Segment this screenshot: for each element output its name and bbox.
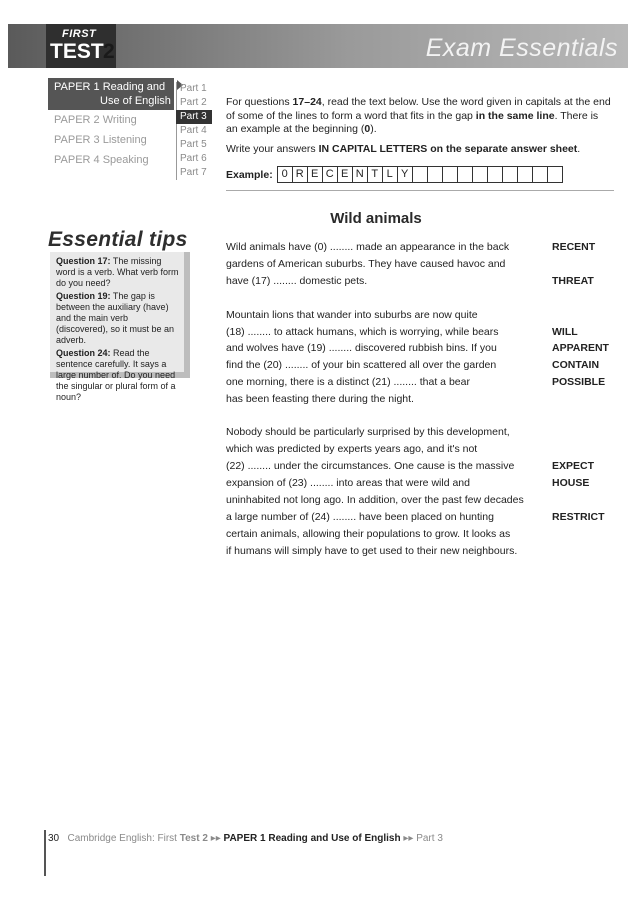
text-line: Nobody should be particularly surprised by this development, xyxy=(226,426,510,438)
example-row xyxy=(226,166,563,183)
example-letter-box: Y xyxy=(398,167,413,182)
nav-paper-1[interactable] xyxy=(48,78,174,110)
keyword: CONTAIN xyxy=(552,359,600,371)
double-arrow-icon: ▸▸ xyxy=(403,833,414,844)
nav-part-6[interactable]: Part 6 xyxy=(176,152,212,166)
example-letter-box xyxy=(473,167,488,182)
tips-box xyxy=(50,252,190,402)
tip-label: Question 19: xyxy=(56,291,111,301)
tip-17 xyxy=(56,256,180,289)
nav-part-3[interactable]: Part 3 xyxy=(176,110,212,124)
exam-essentials-title: Exam Essentials xyxy=(425,34,618,62)
example-letter-box: C xyxy=(323,167,338,182)
tip-label: Question 24: xyxy=(56,348,111,358)
instr-text: ). xyxy=(370,123,377,135)
page-number: 30 xyxy=(48,833,60,844)
text-line: certain animals, allowing their populations to grow. It looks as xyxy=(226,528,511,540)
nav-paper-1-label: PAPER 1 Reading and xyxy=(54,81,166,93)
instructions-p1 xyxy=(226,96,612,137)
text-line: a large number of (24) ........ have been placed on hunting xyxy=(226,511,494,523)
footer-book: Cambridge English: First xyxy=(67,833,177,844)
nav-part-5[interactable]: Part 5 xyxy=(176,138,212,152)
instr-text: For questions xyxy=(226,96,293,108)
keyword: EXPECT xyxy=(552,460,595,472)
keyword: RESTRICT xyxy=(552,511,605,523)
example-letter-box: R xyxy=(293,167,308,182)
text-line: expansion of (23) ........ into areas that were wild and xyxy=(226,477,470,489)
divider xyxy=(226,190,614,191)
nav-paper-1-sublabel: Use of English xyxy=(100,95,171,107)
keyword: HOUSE xyxy=(552,477,590,489)
nav-paper-3[interactable]: PAPER 3 Listening xyxy=(54,134,147,146)
keyword: THREAT xyxy=(552,275,594,287)
example-letter-box xyxy=(458,167,473,182)
tip-text: The missing word is a verb. What verb form do you need? xyxy=(56,256,179,288)
keyword: RECENT xyxy=(552,241,596,253)
instr-zero: 0 xyxy=(364,123,371,135)
text-line: (18) ........ to attack humans, which is worrying, while bears xyxy=(226,326,499,338)
keyword: APPARENT xyxy=(552,342,609,354)
example-letter-box xyxy=(518,167,533,182)
keyword: WILL xyxy=(552,326,578,338)
tips-title: Essential tips xyxy=(48,228,188,251)
example-letter-box xyxy=(413,167,428,182)
footer-part: Part 3 xyxy=(416,833,443,844)
instr-text: , read the text below. Use the word given in capitals at the end of some of the lines to form a word that fits in the gap xyxy=(226,96,611,122)
text-line: find the (20) ........ of your bin scattered all over the garden xyxy=(226,359,497,371)
text-line: one morning, there is a distinct (21) ........ that a bear xyxy=(226,376,470,388)
example-boxes xyxy=(277,166,563,183)
nav-part-1[interactable]: Part 1 xyxy=(176,82,212,96)
text-line: uninhabited not long ago. In addition, over the past few decades xyxy=(226,494,524,506)
example-letter-box xyxy=(533,167,548,182)
example-letter-box xyxy=(503,167,518,182)
example-letter-box xyxy=(428,167,443,182)
text-line: Mountain lions that wander into suburbs are now quite xyxy=(226,309,478,321)
test-number: 2 xyxy=(103,40,115,63)
footer-test: Test 2 xyxy=(179,833,208,844)
tip-label: Question 17: xyxy=(56,256,111,266)
nav-part-7[interactable]: Part 7 xyxy=(176,166,212,180)
example-letter-box: L xyxy=(383,167,398,182)
text-line: and wolves have (19) ........ discovered rubbish bins. If you xyxy=(226,342,497,354)
example-letter-box: T xyxy=(368,167,383,182)
tip-24 xyxy=(56,348,180,403)
instr-range: 17–24 xyxy=(292,96,322,108)
test-label: TEST xyxy=(50,40,104,63)
text-line: which was predicted by experts years ago, and it's not xyxy=(226,443,478,455)
example-letter-box: 0 xyxy=(278,167,293,182)
example-letter-box: N xyxy=(353,167,368,182)
keyword: POSSIBLE xyxy=(552,376,606,388)
example-letter-box xyxy=(488,167,503,182)
instr-text: . xyxy=(577,142,581,155)
instr-text: . There is an example at the beginning ( xyxy=(226,109,599,135)
text-line: if humans will simply have to get used to their new neighbours. xyxy=(226,545,518,557)
instructions xyxy=(226,96,612,162)
instr-emphasis: in the same line xyxy=(475,109,555,122)
tip-text: The gap is between the auxiliary (have) and the main verb (discovered), so it must be an adverb. xyxy=(56,291,175,345)
nav-part-2[interactable]: Part 2 xyxy=(176,96,212,110)
nav-paper-4[interactable]: PAPER 4 Speaking xyxy=(54,154,149,166)
example-letter-box xyxy=(548,167,562,182)
text-line: Wild animals have (0) ........ made an appearance in the back xyxy=(226,241,510,253)
example-letter-box xyxy=(443,167,458,182)
text-line: gardens of American suburbs. They have caused havoc and xyxy=(226,258,506,270)
parts-list xyxy=(176,82,212,180)
tip-19 xyxy=(56,291,180,346)
example-label: Example: xyxy=(226,168,273,181)
text-line: have (17) ........ domestic pets. xyxy=(226,275,368,287)
nav-paper-2[interactable]: PAPER 2 Writing xyxy=(54,114,137,126)
footer-bar xyxy=(44,830,46,876)
text-line: has been feasting there during the night. xyxy=(226,393,414,405)
example-letter-box: E xyxy=(338,167,353,182)
text-line: (22) ........ under the circumstances. One cause is the massive xyxy=(226,460,515,472)
first-label: FIRST xyxy=(62,28,97,40)
nav-part-4[interactable]: Part 4 xyxy=(176,124,212,138)
tip-text: Read the sentence carefully. It says a large number of. Do you need the singular or plural form of a noun? xyxy=(56,348,176,402)
double-arrow-icon: ▸▸ xyxy=(210,833,221,844)
instr-emphasis: IN CAPITAL LETTERS on the separate answer sheet xyxy=(318,142,578,155)
footer xyxy=(48,833,443,844)
example-letter-box: E xyxy=(308,167,323,182)
footer-paper: PAPER 1 Reading and Use of English xyxy=(223,833,401,844)
instr-text: Write your answers xyxy=(226,142,319,155)
text-title: Wild animals xyxy=(330,210,422,227)
instructions-p2 xyxy=(226,143,612,157)
